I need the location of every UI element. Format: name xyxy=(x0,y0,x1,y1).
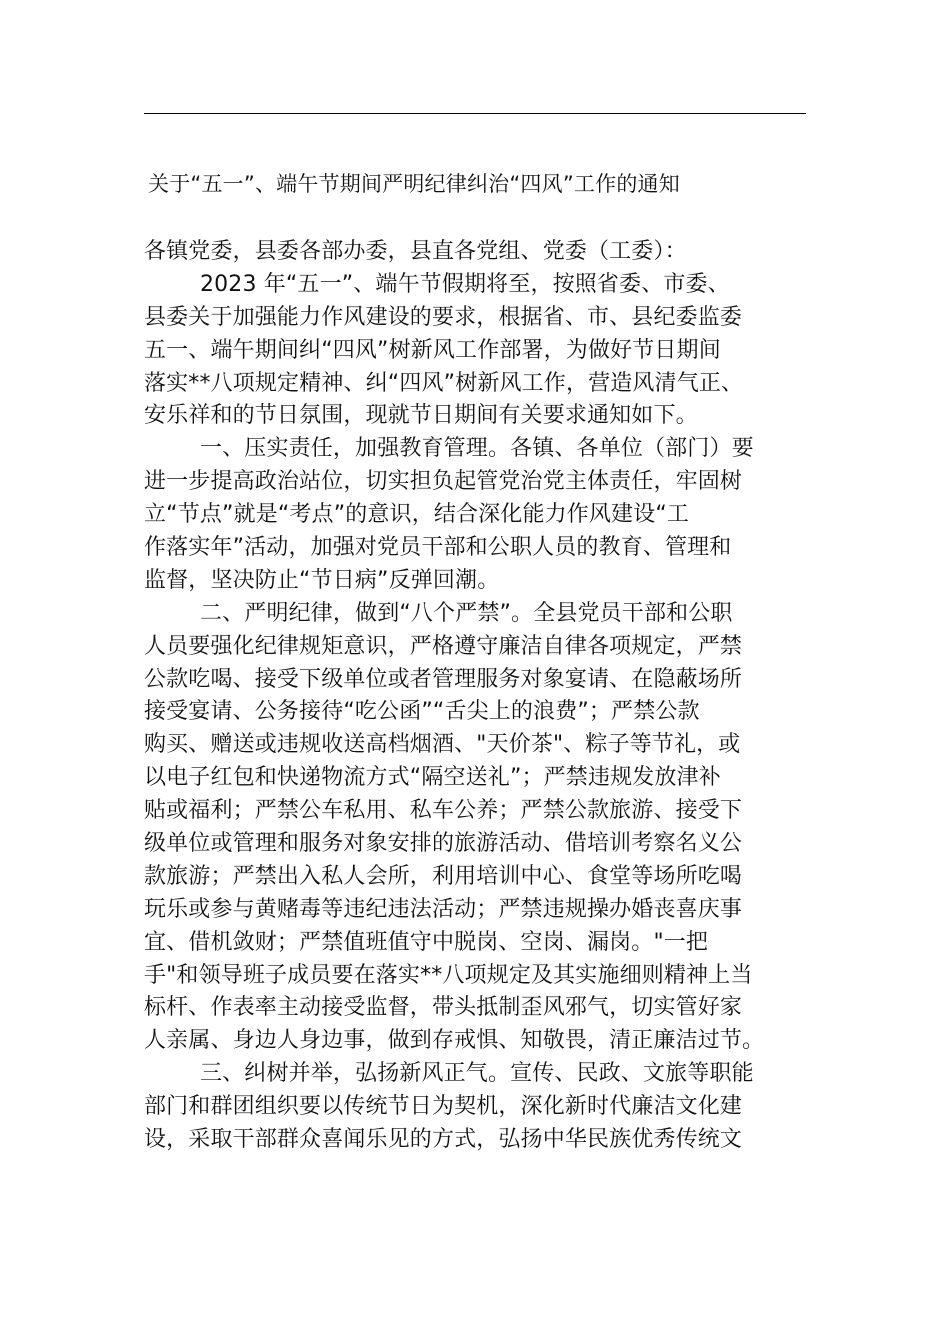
body-line: 款旅游；严禁出入私人会所，利用培训中心、食堂等场所吃喝 xyxy=(144,863,743,889)
body-line: 作落实年”活动，加强对党员干部和公职人员的教育、管理和 xyxy=(144,535,732,561)
body-line: 监督，坚决防止“节日病”反弹回潮。 xyxy=(144,567,500,593)
document-body xyxy=(144,236,824,1157)
body-line: 标杆、作表率主动接受监督，带头抵制歪风邪气，切实管好家 xyxy=(144,995,743,1021)
body-line: 手"和领导班子成员要在落实**八项规定及其实施细则精神上当 xyxy=(144,962,753,988)
body-line: 一、压实责任，加强教育管理。各镇、各单位（部门）要 xyxy=(200,436,754,462)
body-line: 五一、端午期间纠“四风”树新风工作部署，为做好节日期间 xyxy=(144,337,721,363)
body-line: 2023 年“五一”、端午节假期将至，按照省委、市委、 xyxy=(200,271,730,297)
body-line: 贴或福利；严禁公车私用、私车公养；严禁公款旅游、接受下 xyxy=(144,798,743,824)
header-rule xyxy=(144,113,806,114)
body-line: 二、严明纪律，做到“八个严禁”。全县党员干部和公职 xyxy=(200,600,733,626)
body-line: 公款吃喝、接受下级单位或者管理服务对象宴请、在隐蔽场所 xyxy=(144,666,743,692)
body-line: 进一步提高政治站位，切实担负起管党治党主体责任，牢固树 xyxy=(144,469,743,495)
body-line: 购买、赠送或违规收送高档烟酒、"天价茶"、粽子等节礼，或 xyxy=(144,732,741,758)
body-line: 安乐祥和的节日氛围，现就节日期间有关要求通知如下。 xyxy=(144,403,698,429)
body-line: 接受宴请、公务接待“吃公函”“舌尖上的浪费”；严禁公款 xyxy=(144,699,700,725)
body-line: 立“节点”就是“考点”的意识，结合深化能力作风建设“工 xyxy=(144,502,690,528)
body-line: 宜、借机敛财；严禁值班值守中脱岗、空岗、漏岗。"一把 xyxy=(144,929,709,955)
document-title: 关于“五一”、端午节期间严明纪律纠治“四风”工作的通知 xyxy=(148,172,680,196)
body-line: 县委关于加强能力作风建设的要求，根据省、市、县纪委监委 xyxy=(144,304,743,330)
body-line: 落实**八项规定精神、纠“四风”树新风工作，营造风清气正、 xyxy=(144,370,744,396)
body-line: 级单位或管理和服务对象安排的旅游活动、借培训考察名义公 xyxy=(144,831,743,857)
body-line: 三、纠树并举，弘扬新风正气。宣传、民政、文旅等职能 xyxy=(200,1061,754,1087)
body-line: 玩乐或参与黄赌毒等违纪违法活动；严禁违规操办婚丧喜庆事 xyxy=(144,896,743,922)
body-line: 各镇党委，县委各部办委，县直各党组、党委（工委）： xyxy=(144,239,687,264)
body-line: 人亲属、身边人身边事，做到存戒惧、知敬畏，清正廉洁过节。 xyxy=(144,1028,765,1054)
body-line: 人员要强化纪律规矩意识，严格遵守廉洁自律各项规定，严禁 xyxy=(144,633,743,659)
body-line: 设，采取干部群众喜闻乐见的方式，弘扬中华民族优秀传统文 xyxy=(144,1127,743,1153)
body-line: 部门和群团组织要以传统节日为契机，深化新时代廉洁文化建 xyxy=(144,1094,743,1120)
body-line: 以电子红包和快递物流方式“隔空送礼”；严禁违规发放津补 xyxy=(144,765,721,791)
